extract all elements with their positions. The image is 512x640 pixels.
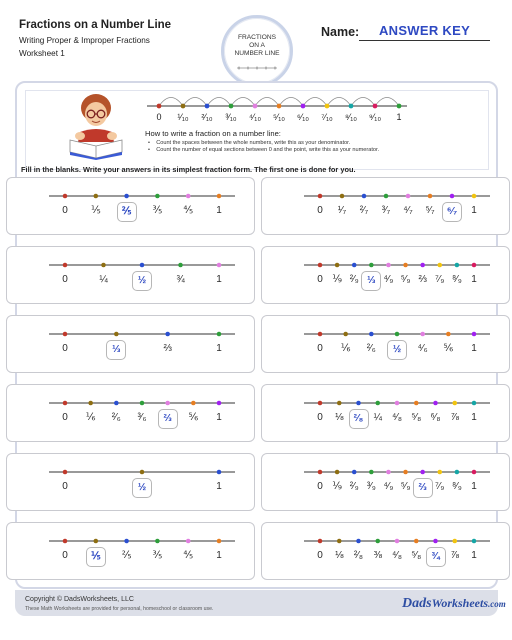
problem-box (6, 522, 255, 580)
tick-dot (340, 194, 345, 199)
tick-dot (352, 263, 357, 268)
tick-label: ³⁄₆ (137, 412, 147, 423)
tick-label: ⁵⁄₉ (400, 274, 411, 285)
tick-dot (446, 332, 451, 337)
tick-dot (165, 332, 170, 337)
tick-dot (472, 263, 477, 268)
example-tick-label: ³⁄₁₀ (225, 112, 237, 122)
tick-label: 0 (317, 205, 323, 216)
tick-dot (94, 539, 99, 544)
tick-dot (472, 470, 477, 475)
usage-note: These Math Worksheets are provided for personal, homeschool or classroom use. (25, 606, 214, 612)
example-hop-arc (231, 98, 255, 107)
example-hop-arc (183, 98, 207, 107)
tick-dot (318, 539, 323, 544)
tick-label: ²⁄₈ (353, 550, 364, 561)
tick-dot (452, 539, 457, 544)
tick-label: ³⁄₉ (366, 481, 376, 492)
tick-label: ⁵⁄₇ (425, 205, 435, 216)
tick-label: 1 (216, 274, 222, 285)
example-tick-dot (205, 104, 210, 109)
tick-dot (337, 539, 342, 544)
tick-dot (155, 194, 160, 199)
tick-label: 1 (471, 205, 477, 216)
example-tick-dot (301, 104, 306, 109)
answer-box[interactable]: ½ (132, 271, 152, 291)
example-tick-dot (349, 104, 354, 109)
tick-label: ¾ (176, 274, 185, 285)
example-tick-label: ⁹⁄₁₀ (368, 112, 382, 122)
tick-dot (369, 470, 374, 475)
tick-label: 1 (216, 205, 222, 216)
tick-dot (472, 401, 477, 406)
number-line (47, 190, 237, 202)
example-tick-label: ⁸⁄₁₀ (344, 112, 358, 122)
tick-label: ²⁄₉ (349, 274, 359, 285)
tick-dot (375, 401, 380, 406)
tick-dot (140, 401, 145, 406)
answer-box[interactable]: ⅔ (158, 409, 178, 429)
tick-dot (63, 539, 68, 544)
tick-dot (94, 194, 99, 199)
tick-label: 0 (62, 205, 68, 216)
tick-dot (433, 401, 438, 406)
logo-tld: .com (488, 599, 506, 609)
worksheet-number: Worksheet 1 (19, 49, 65, 58)
tick-dot (217, 539, 222, 544)
tick-dot (318, 401, 323, 406)
example-tick-dot (373, 104, 378, 109)
tick-dot (318, 332, 323, 337)
tick-dot (472, 332, 477, 337)
tick-label: ⅑ (332, 481, 342, 492)
example-hop-arc (351, 98, 375, 107)
badge-number-line-icon (237, 66, 277, 72)
example-tick-dot (157, 104, 162, 109)
problem-box (261, 177, 510, 235)
tick-dot (124, 194, 129, 199)
tick-dot (63, 470, 68, 475)
tick-dot (114, 401, 119, 406)
teacher-reading-icon (66, 90, 128, 160)
example-hop-arc (303, 98, 327, 107)
tick-label: 0 (62, 481, 68, 492)
tick-label: ⁷⁄₉ (435, 274, 445, 285)
tick-dot (420, 263, 425, 268)
answer-box[interactable]: ⅓ (106, 340, 126, 360)
tick-label: ⁴⁄₈ (391, 412, 403, 423)
tick-dot (472, 194, 477, 199)
tick-label: ²⁄₉ (349, 481, 359, 492)
tick-label: 1 (216, 481, 222, 492)
tick-dot (395, 539, 400, 544)
tick-label: ⅙ (85, 412, 96, 423)
tick-label: ⅗ (152, 205, 163, 216)
problem-box (261, 384, 510, 442)
example-tick-dot (397, 104, 402, 109)
example-tick-label: 1 (396, 112, 402, 122)
problem-box (6, 453, 255, 511)
tick-dot (124, 539, 129, 544)
example-hop-arc (279, 98, 303, 107)
tick-label: ⅕ (90, 205, 101, 216)
tick-dot (369, 332, 374, 337)
tick-label: ⁸⁄₉ (451, 274, 462, 285)
tick-label: ⅔ (163, 343, 172, 354)
example-tick-label: 0 (156, 112, 162, 122)
tick-dot (414, 401, 419, 406)
tick-dot (414, 539, 419, 544)
tick-dot (452, 401, 457, 406)
tick-dot (433, 539, 438, 544)
name-underline (359, 40, 490, 41)
tick-label: ⁴⁄₆ (417, 343, 428, 354)
tick-label: ⁴⁄₉ (383, 274, 394, 285)
answer-box[interactable]: ²⁄₈ (349, 409, 369, 429)
tick-label: ⅞ (450, 412, 459, 423)
tick-dot (375, 539, 380, 544)
example-hop-arc (327, 98, 351, 107)
example-tick-label: ⁵⁄₁₀ (272, 112, 285, 122)
badge-line-3: NUMBER LINE (234, 50, 280, 57)
tick-label: ⅗ (152, 550, 163, 561)
tick-dot (362, 194, 367, 199)
tick-dot (114, 332, 119, 337)
number-line (47, 535, 237, 547)
example-tick-label: ²⁄₁₀ (201, 112, 213, 122)
number-line (47, 466, 237, 478)
tick-label: ⅛ (335, 550, 344, 561)
tick-label: ⁵⁄₈ (411, 550, 422, 561)
tick-dot (335, 263, 340, 268)
number-line (47, 328, 237, 340)
tick-label: 0 (317, 274, 323, 285)
number-line (47, 397, 237, 409)
tick-dot (318, 470, 323, 475)
worksheet-subtitle: Writing Proper & Improper Fractions (19, 36, 150, 45)
tick-dot (165, 401, 170, 406)
instruction-bullet: • Count the number of equal sections between 0 and the point, write this as your numerator. (148, 147, 380, 153)
tick-label: ⁶⁄₈ (430, 412, 441, 423)
tick-dot (437, 470, 442, 475)
number-line (302, 328, 492, 340)
tick-dot (318, 194, 323, 199)
tick-dot (140, 470, 145, 475)
tick-dot (63, 401, 68, 406)
example-tick-dot (181, 104, 186, 109)
tick-dot (140, 263, 145, 268)
name-label: Name: (321, 25, 360, 39)
problem-box (261, 315, 510, 373)
answer-box[interactable]: ⁶⁄₇ (442, 202, 462, 222)
tick-dot (217, 194, 222, 199)
example-hop-arc (207, 98, 231, 107)
answer-box[interactable]: ½ (132, 478, 152, 498)
number-line (47, 259, 237, 271)
tick-dot (217, 401, 222, 406)
example-tick-label: ⁴⁄₁₀ (248, 112, 262, 122)
tick-label: ³⁄₇ (381, 205, 391, 216)
logo-main: Worksheets (431, 596, 489, 610)
tick-label: ⅚ (188, 412, 199, 423)
tick-label: ¼ (373, 412, 382, 423)
tick-dot (420, 470, 425, 475)
tick-dot (191, 401, 196, 406)
tick-label: 1 (216, 412, 222, 423)
tick-dot (88, 401, 93, 406)
tick-label: ⁷⁄₉ (435, 481, 445, 492)
tick-dot (384, 194, 389, 199)
logo-prefix: Dads (402, 596, 432, 611)
tick-label: ⅘ (183, 205, 194, 216)
tick-dot (472, 539, 477, 544)
example-tick-label: ¹⁄₁₀ (177, 112, 189, 122)
tick-dot (356, 539, 361, 544)
tick-label: ²⁄₇ (359, 205, 369, 216)
number-line (302, 535, 492, 547)
tick-dot (63, 194, 68, 199)
tick-label: 1 (471, 343, 477, 354)
example-tick-label: ⁷⁄₁₀ (321, 112, 333, 122)
number-line (302, 466, 492, 478)
tick-dot (337, 401, 342, 406)
tick-dot (395, 332, 400, 337)
tick-dot (420, 332, 425, 337)
problem-box (6, 315, 255, 373)
how-to-heading: How to write a fraction on a number line: (145, 129, 281, 138)
problem-box (6, 177, 255, 235)
tick-dot (455, 263, 460, 268)
example-tick-label: ⁶⁄₁₀ (297, 112, 309, 122)
tick-label: ⅘ (183, 550, 194, 561)
tick-dot (63, 332, 68, 337)
tick-dot (217, 332, 222, 337)
tick-label: 1 (216, 343, 222, 354)
tick-dot (386, 263, 391, 268)
bullet-text: Count the spaces between the whole numbers, write this as your denominator. (156, 140, 351, 146)
example-tick-dot (253, 104, 258, 109)
tick-label: ²⁄₆ (111, 412, 121, 423)
example-tick-dot (277, 104, 282, 109)
badge-line-1: FRACTIONS (237, 34, 277, 41)
tick-dot (437, 263, 442, 268)
tick-dot (455, 470, 460, 475)
tick-dot (450, 194, 455, 199)
site-logo[interactable] (402, 596, 506, 612)
badge-line-2: ON A (249, 42, 265, 49)
problem-box (261, 246, 510, 304)
tick-dot (217, 263, 222, 268)
tick-label: 1 (471, 274, 477, 285)
number-line (302, 397, 492, 409)
tick-label: 0 (62, 274, 68, 285)
tick-label: ⅜ (373, 550, 382, 561)
tick-label: 0 (317, 550, 323, 561)
tick-label: ⁸⁄₉ (451, 481, 462, 492)
tick-label: ⅛ (335, 412, 344, 423)
example-tick-dot (229, 104, 234, 109)
tick-label: 1 (471, 412, 477, 423)
tick-label: ⁴⁄₈ (391, 550, 403, 561)
tick-label: ⅙ (340, 343, 351, 354)
tick-label: ⁵⁄₉ (400, 481, 411, 492)
tick-dot (178, 263, 183, 268)
bullet-text: Count the number of equal sections between 0 and the point, write this as your numerator. (156, 147, 380, 153)
tick-dot (186, 539, 191, 544)
tick-dot (395, 401, 400, 406)
tick-label: ¼ (99, 274, 108, 285)
tick-label: ⁵⁄₈ (411, 412, 422, 423)
tick-label: 1 (216, 550, 222, 561)
problem-box (6, 384, 255, 442)
problem-box (261, 453, 510, 511)
example-tick-dot (325, 104, 330, 109)
answer-box[interactable]: ⅕ (86, 547, 106, 567)
tick-label: 0 (62, 343, 68, 354)
number-line (302, 259, 492, 271)
tick-label: 0 (62, 550, 68, 561)
copyright: Copyright © DadsWorksheets, LLC (25, 596, 134, 603)
example-hop-arc (255, 98, 279, 107)
tick-label: ⅔ (418, 274, 427, 285)
tick-dot (186, 194, 191, 199)
tick-label: ⅚ (443, 343, 454, 354)
topic-badge (221, 15, 293, 87)
instruction-bullet: • Count the spaces between the whole numbers, write this as your denominator. (148, 140, 351, 146)
tick-label: ⅞ (450, 550, 459, 561)
tick-dot (343, 332, 348, 337)
answer-box[interactable]: ⅖ (117, 202, 137, 222)
answer-box[interactable]: ¾ (426, 547, 446, 567)
answer-box[interactable]: ⅓ (361, 271, 381, 291)
tick-label: 1 (471, 550, 477, 561)
answer-box[interactable]: ½ (387, 340, 407, 360)
problem-box (6, 246, 255, 304)
tick-dot (352, 470, 357, 475)
worksheet-title: Fractions on a Number Line (19, 19, 172, 31)
tick-dot (406, 194, 411, 199)
number-line (302, 190, 492, 202)
problem-box (261, 522, 510, 580)
tick-dot (318, 263, 323, 268)
tick-label: ⁴⁄₉ (383, 481, 394, 492)
tick-dot (386, 470, 391, 475)
example-hop-arc (159, 98, 183, 107)
instructions: Fill in the blanks. Write your answers in its simplest fraction form. The first one is done for you. (21, 165, 356, 174)
tick-label: ¹⁄₇ (337, 205, 347, 216)
tick-dot (403, 263, 408, 268)
tick-label: ⁴⁄₇ (403, 205, 413, 216)
tick-label: ⅖ (121, 550, 132, 561)
tick-dot (155, 539, 160, 544)
tick-label: 0 (317, 343, 323, 354)
tick-dot (101, 263, 106, 268)
tick-label: ⅑ (332, 274, 342, 285)
tick-label: 0 (317, 481, 323, 492)
tick-label: ²⁄₆ (366, 343, 376, 354)
tick-dot (428, 194, 433, 199)
tick-label: 0 (62, 412, 68, 423)
tick-dot (356, 401, 361, 406)
tick-label: 1 (471, 481, 477, 492)
example-hop-arc (375, 98, 399, 107)
answer-box[interactable]: ⅔ (413, 478, 433, 498)
tick-dot (369, 263, 374, 268)
tick-label: 0 (317, 412, 323, 423)
name-field[interactable]: ANSWER KEY (378, 23, 471, 38)
tick-dot (403, 470, 408, 475)
tick-dot (63, 263, 68, 268)
tick-dot (217, 470, 222, 475)
tick-dot (335, 470, 340, 475)
